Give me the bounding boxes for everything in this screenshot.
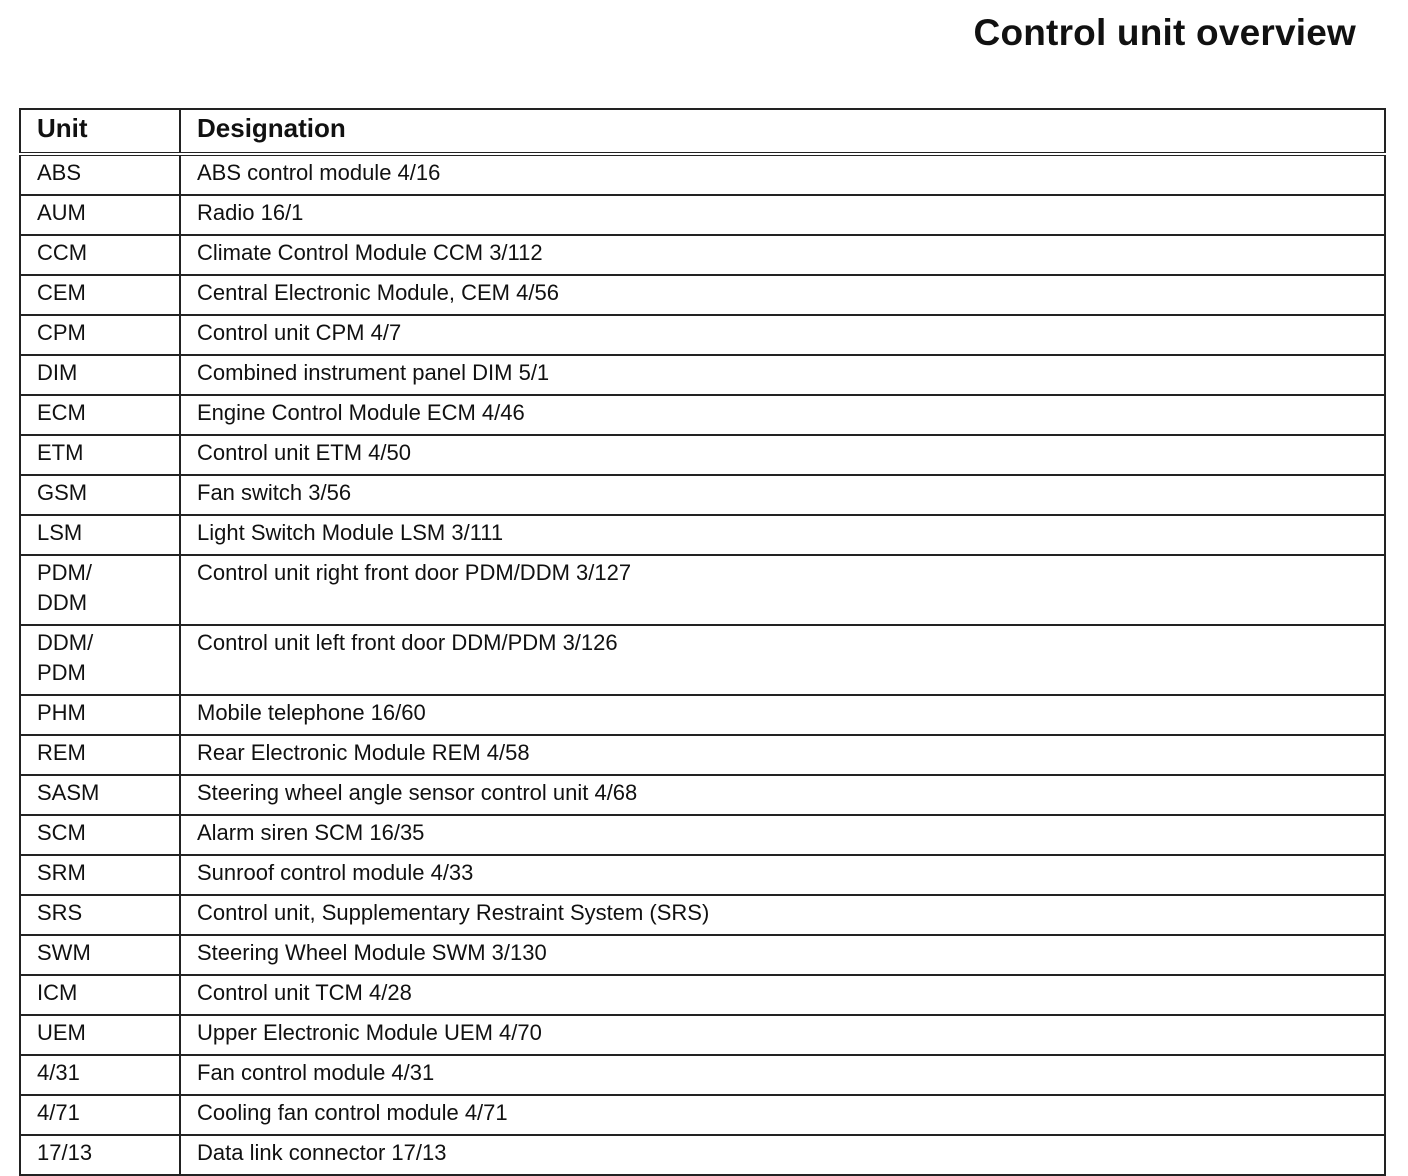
unit-cell: PDM/ DDM [20, 555, 180, 625]
designation-cell: Alarm siren SCM 16/35 [180, 815, 1385, 855]
table-row [20, 275, 1385, 315]
designation-cell: Fan switch 3/56 [180, 475, 1385, 515]
table-row [20, 235, 1385, 275]
designation-cell: Mobile telephone 16/60 [180, 695, 1385, 735]
designation-cell: Control unit right front door PDM/DDM 3/127 [180, 555, 1385, 625]
unit-cell: ECM [20, 395, 180, 435]
table-row [20, 935, 1385, 975]
table-row [20, 555, 1385, 625]
unit-cell: CEM [20, 275, 180, 315]
table-row [20, 435, 1385, 475]
designation-cell: Climate Control Module CCM 3/112 [180, 235, 1385, 275]
unit-cell: 4/31 [20, 1055, 180, 1095]
table-body [20, 154, 1385, 1175]
designation-cell: Cooling fan control module 4/71 [180, 1095, 1385, 1135]
designation-cell: Steering wheel angle sensor control unit 4/68 [180, 775, 1385, 815]
designation-cell: Data link connector 17/13 [180, 1135, 1385, 1175]
control-unit-table [19, 108, 1386, 1176]
designation-cell: Upper Electronic Module UEM 4/70 [180, 1015, 1385, 1055]
designation-cell: Fan control module 4/31 [180, 1055, 1385, 1095]
table-row [20, 695, 1385, 735]
table-row [20, 1135, 1385, 1175]
unit-cell: SWM [20, 935, 180, 975]
table-row [20, 815, 1385, 855]
table-row [20, 154, 1385, 195]
table-row [20, 625, 1385, 695]
designation-cell: Control unit ETM 4/50 [180, 435, 1385, 475]
designation-cell: Radio 16/1 [180, 195, 1385, 235]
unit-cell: LSM [20, 515, 180, 555]
designation-cell: ABS control module 4/16 [180, 154, 1385, 195]
unit-cell: GSM [20, 475, 180, 515]
unit-cell: REM [20, 735, 180, 775]
table-row [20, 855, 1385, 895]
unit-cell: UEM [20, 1015, 180, 1055]
table-row [20, 975, 1385, 1015]
table-row [20, 315, 1385, 355]
table-row [20, 775, 1385, 815]
designation-cell: Sunroof control module 4/33 [180, 855, 1385, 895]
table-row [20, 355, 1385, 395]
table-row [20, 1055, 1385, 1095]
designation-cell: Control unit CPM 4/7 [180, 315, 1385, 355]
designation-cell: Steering Wheel Module SWM 3/130 [180, 935, 1385, 975]
unit-cell: ETM [20, 435, 180, 475]
unit-cell: CCM [20, 235, 180, 275]
page-title: Control unit overview [973, 12, 1356, 53]
designation-cell: Control unit TCM 4/28 [180, 975, 1385, 1015]
unit-cell: CPM [20, 315, 180, 355]
designation-cell: Combined instrument panel DIM 5/1 [180, 355, 1385, 395]
unit-cell: PHM [20, 695, 180, 735]
unit-cell: DDM/ PDM [20, 625, 180, 695]
unit-cell: ABS [20, 154, 180, 195]
designation-cell: Rear Electronic Module REM 4/58 [180, 735, 1385, 775]
unit-cell: AUM [20, 195, 180, 235]
designation-cell: Engine Control Module ECM 4/46 [180, 395, 1385, 435]
column-header-designation: Designation [180, 109, 1385, 154]
table-row [20, 1015, 1385, 1055]
unit-cell: 4/71 [20, 1095, 180, 1135]
designation-cell: Light Switch Module LSM 3/111 [180, 515, 1385, 555]
unit-cell: SRS [20, 895, 180, 935]
unit-cell: SCM [20, 815, 180, 855]
table-row [20, 515, 1385, 555]
unit-cell: SRM [20, 855, 180, 895]
unit-cell: DIM [20, 355, 180, 395]
designation-cell: Central Electronic Module, CEM 4/56 [180, 275, 1385, 315]
table-row [20, 735, 1385, 775]
unit-cell: 17/13 [20, 1135, 180, 1175]
table-row [20, 895, 1385, 935]
table-row [20, 195, 1385, 235]
table-header-row [20, 109, 1385, 154]
unit-cell: SASM [20, 775, 180, 815]
column-header-unit: Unit [20, 109, 180, 154]
table-row [20, 395, 1385, 435]
designation-cell: Control unit left front door DDM/PDM 3/126 [180, 625, 1385, 695]
unit-cell: ICM [20, 975, 180, 1015]
designation-cell: Control unit, Supplementary Restraint System (SRS) [180, 895, 1385, 935]
table-row [20, 1095, 1385, 1135]
table-row [20, 475, 1385, 515]
